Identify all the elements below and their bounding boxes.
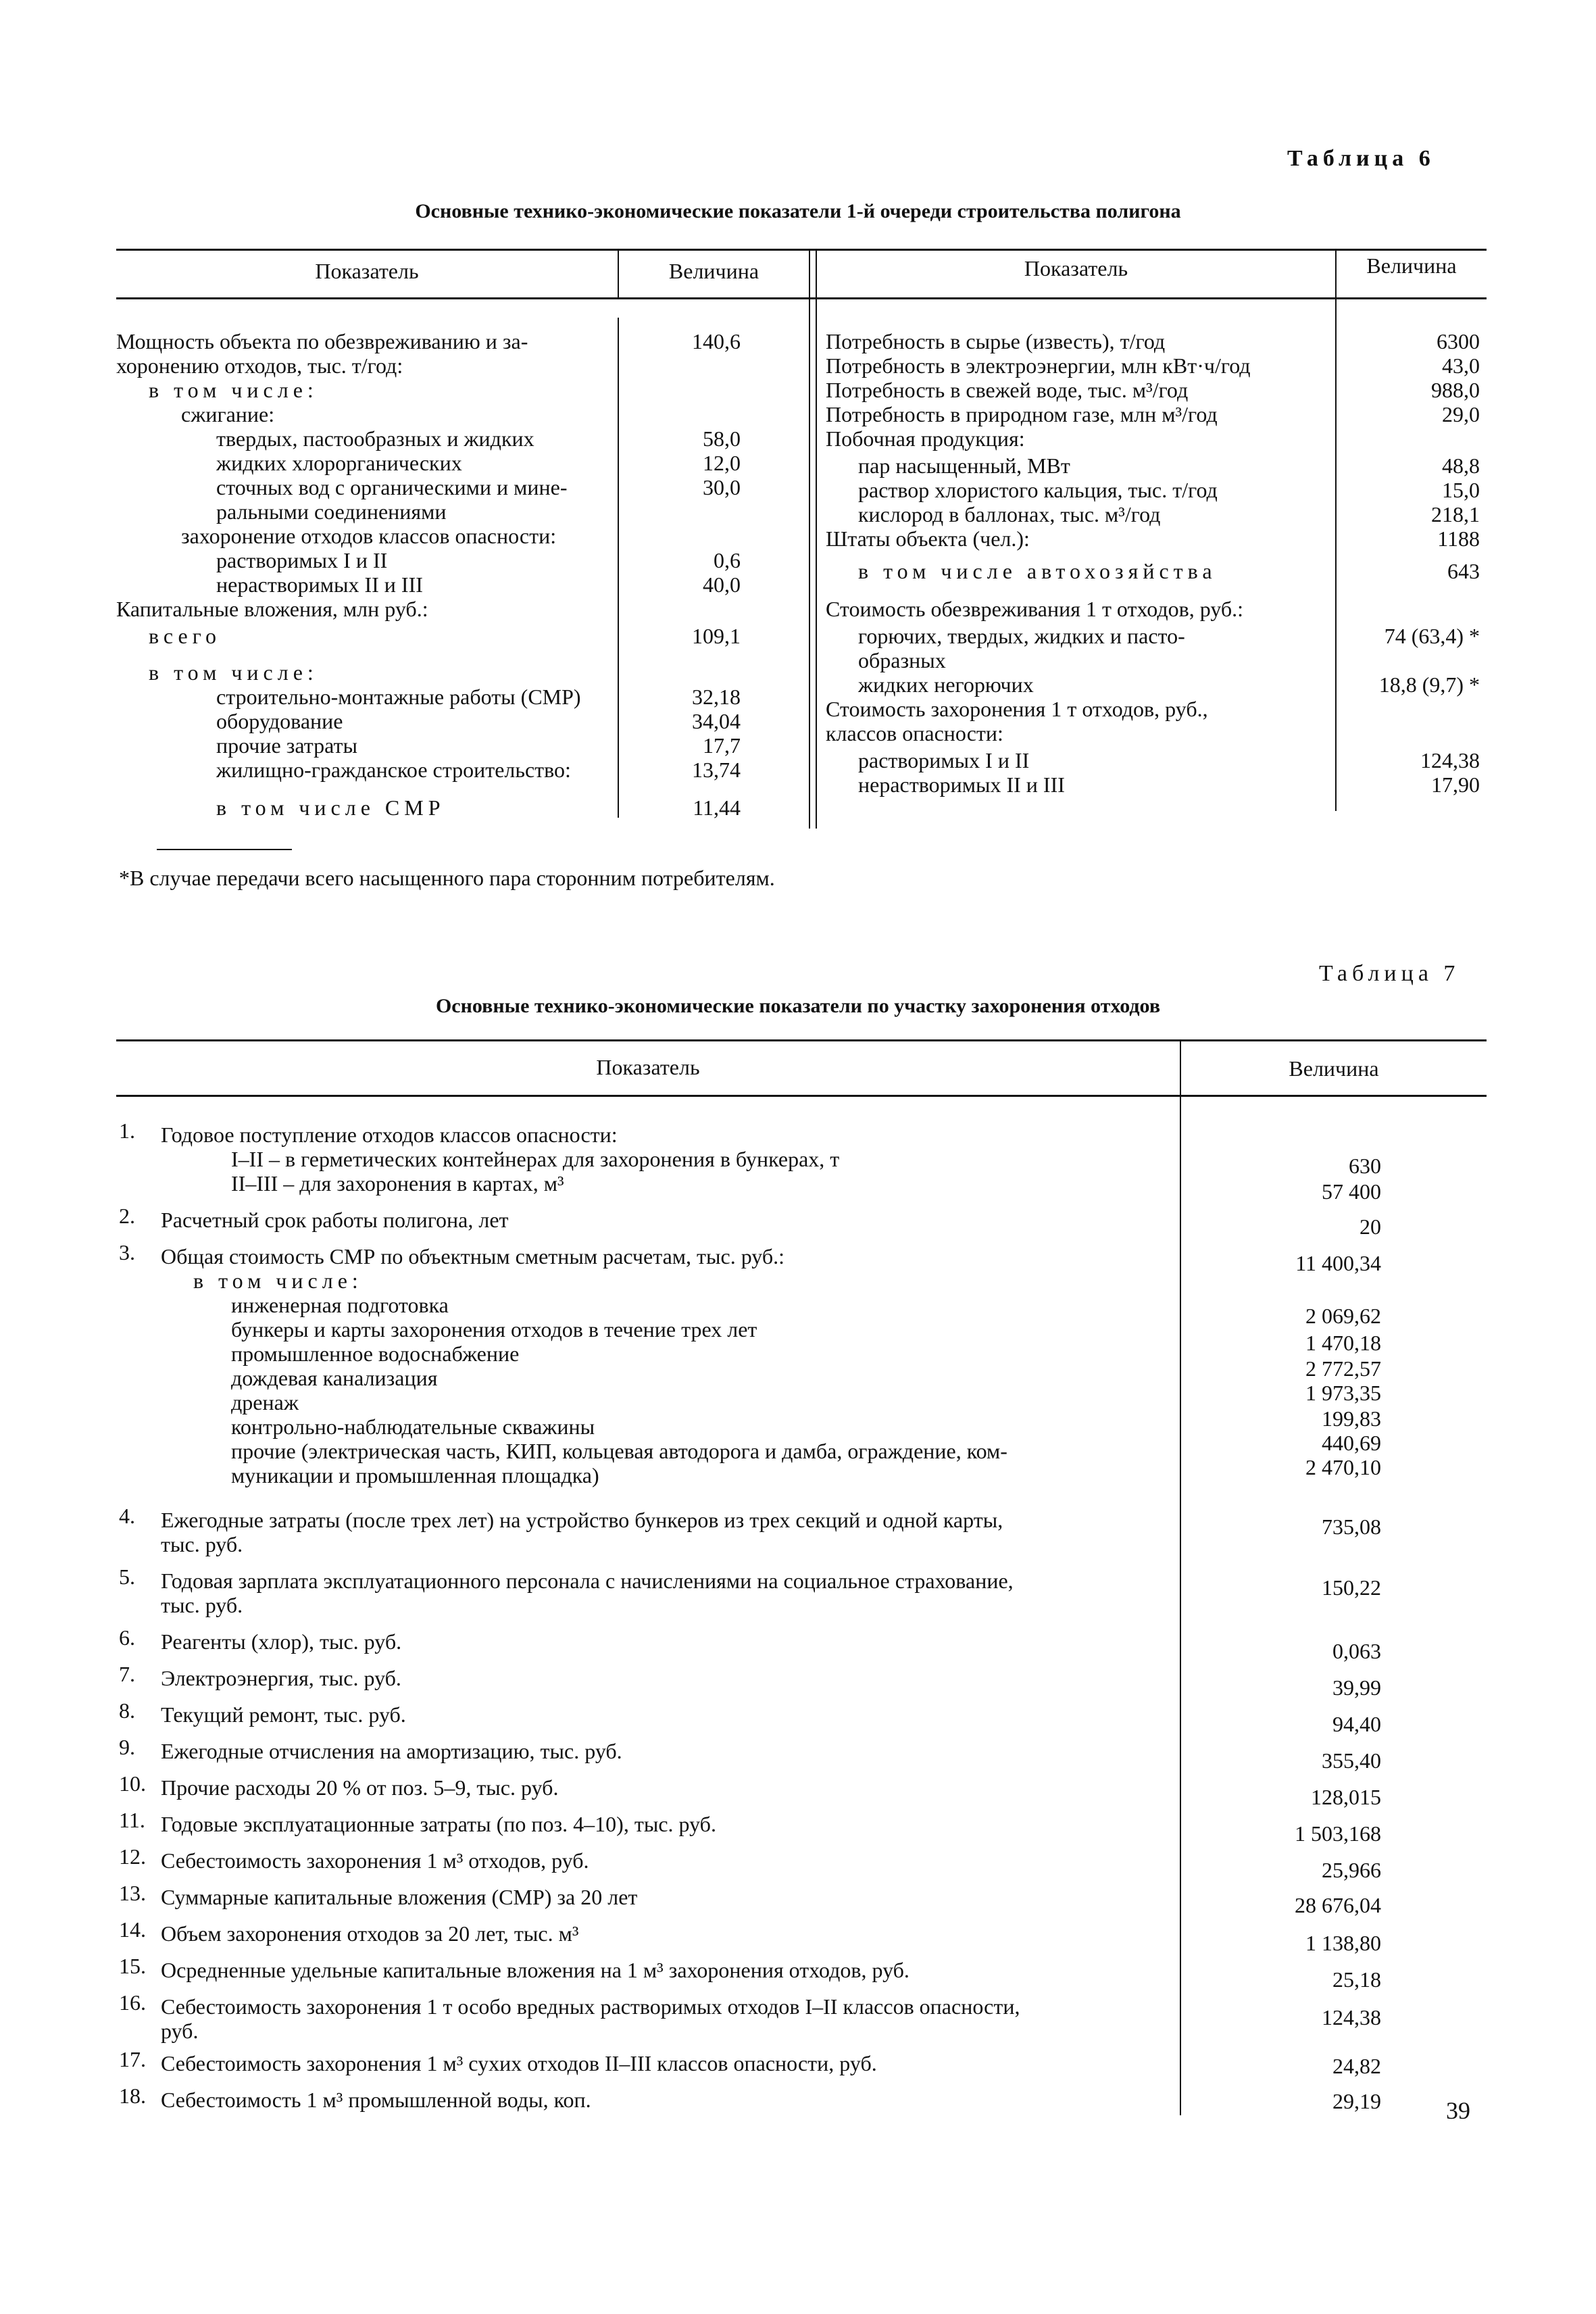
table6-right-row-text: Потребность в свежей воде, тыс. м³/год [826,378,1189,402]
table7-row-text: Себестоимость захоронения 1 м³ сухих отходов II–III классов опасности, руб. [161,2051,877,2075]
table6-right-row-text: Стоимость захоронения 1 т отходов, руб., [826,697,1208,721]
table7-row-text: Годовые эксплуатационные затраты (по поз. 4–10), тыс. руб. [161,1812,716,1836]
table6-footnote: *В случае передачи всего насыщенного пара сторонним потребителям. [119,866,775,890]
table6-right-row-text: жидких негорючих [858,672,1034,697]
table6-header-value-right: Величина [1366,253,1457,278]
table6-right-row-value: 988,0 [1431,378,1480,402]
footnote-rule [157,849,292,850]
table7-row-number: 10. [119,1771,146,1796]
table7-row-number: 1. [119,1118,135,1143]
table7-row-number: 12. [119,1844,146,1869]
table6-right-row-value: 218,1 [1431,502,1480,526]
table6-left-row-text: жидких хлорорганических [216,451,462,475]
table6-right-row-value: 74 (63,4) * [1384,624,1480,648]
table7-row-text: бункеры и карты захоронения отходов в течение трех лет [231,1317,757,1341]
table7-row-text: дождевая канализация [231,1366,438,1390]
table7-row-text: инженерная подготовка [231,1293,449,1317]
table6-right-row-text: Штаты объекта (чел.): [826,526,1030,551]
table6-right-row-value: 17,90 [1431,772,1480,797]
page-number: 39 [1446,2097,1470,2124]
table6-double-divider-b [816,249,817,829]
table6-right-row-value: 643 [1447,559,1480,583]
table7-row-value: 1 503,168 [1295,1821,1381,1846]
table7-row-text: Годовая зарплата эксплуатационного персонала с начислениями на социальное страхование, [161,1569,1014,1593]
table7-row-text: Прочие расходы 20 % от поз. 5–9, тыс. руб. [161,1775,559,1800]
table6-left-row-text: сточных вод с органическими и мине- [216,475,568,499]
table7-row-value: 24,82 [1332,2054,1381,2078]
table6-right-row-value: 48,8 [1442,453,1480,478]
table7-row-value: 2 470,10 [1305,1455,1381,1479]
table7-row-text: Годовое поступление отходов классов опасности: [161,1123,618,1147]
table6-double-divider-a [809,249,810,829]
table7-row-number: 14. [119,1917,146,1942]
table7-row-text: Объем захоронения отходов за 20 лет, тыс. м³ [161,1921,579,1946]
table6-top-rule [116,249,1487,251]
table7-row-number: 7. [119,1662,135,1686]
table6-left-row-text: Мощность объекта по обезвреживанию и за- [116,329,528,353]
table7-row-number: 15. [119,1954,146,1978]
table7-row-number: 6. [119,1625,135,1650]
table6-label: Таблица 6 [1287,146,1435,171]
table7-row-value: 124,38 [1322,2005,1381,2029]
table7-row-text: II–III – для захоронения в картах, м³ [231,1171,564,1196]
table6-left-row-value: 40,0 [703,572,741,597]
table6-left-row-value: 0,6 [714,548,741,572]
table6-right-row-text: образных [858,648,946,672]
table6-left-row-text: сжигание: [181,402,275,426]
table7-row-value: 355,40 [1322,1748,1381,1773]
table7-row-number: 3. [119,1240,135,1264]
table7-row-value: 1 138,80 [1305,1931,1381,1955]
table7-row-text: тыс. руб. [161,1532,243,1556]
table6-header-value-left: Величина [668,259,759,283]
table7-row-text: Ежегодные отчисления на амортизацию, тыс. руб. [161,1739,622,1763]
table6-right-row-text: Побочная продукция: [826,426,1025,451]
table6-left-row-value: 13,74 [692,758,741,782]
table7-row-value: 735,08 [1322,1515,1381,1539]
table6-right-row-text: горючих, твердых, жидких и пасто- [858,624,1185,648]
table6-right-row-text: пар насыщенный, МВт [858,453,1070,478]
table7-row-text: Электроэнергия, тыс. руб. [161,1666,401,1690]
table7-row-text: в том числе: [193,1269,363,1293]
table7-row-value: 29,19 [1332,2089,1381,2113]
table7-row-text: Суммарные капитальные вложения (СМР) за 20 лет [161,1885,638,1909]
table6-left-row-text: всего [149,624,222,648]
table6-left-row-text: хоронению отходов, тыс. т/год: [116,353,403,378]
table6-right-row-text: Потребность в электроэнергии, млн кВт·ч/год [826,353,1251,378]
table7-row-number: 5. [119,1565,135,1589]
table6-left-row-text: оборудование [216,709,343,733]
table7-row-number: 9. [119,1735,135,1759]
table6-header-indicator-right: Показатель [1024,256,1128,280]
table7-row-text: Текущий ремонт, тыс. руб. [161,1702,406,1727]
table7-top-rule [116,1039,1487,1041]
table7-row-number: 17. [119,2047,146,2071]
table6-left-row-value: 58,0 [703,426,741,451]
table7-row-number: 13. [119,1881,146,1905]
table6-header-indicator-left: Показатель [315,259,419,283]
table6-left-row-value: 11,44 [693,795,741,820]
table7-header-rule [116,1095,1487,1097]
table7-row-value: 199,83 [1322,1406,1381,1431]
table6-right-row-text: Потребность в природном газе, млн м³/год [826,402,1218,426]
table6-right-row-value: 43,0 [1442,353,1480,378]
table7-row-value: 128,015 [1311,1785,1381,1809]
table7-row-text: Себестоимость 1 м³ промышленной воды, коп. [161,2088,591,2112]
table7-row-number: 18. [119,2084,146,2108]
table7-row-text: Осредненные удельные капитальные вложения на 1 м³ захоронения отходов, руб. [161,1958,909,1982]
table7-row-value: 20 [1360,1214,1381,1239]
table7-row-text: I–II – в герметических контейнерах для захоронения в бункерах, т [231,1147,840,1171]
table6-left-row-text: в том числе СМР [216,795,445,820]
table7-row-text: Себестоимость захоронения 1 м³ отходов, руб. [161,1848,589,1873]
table6-left-row-text: строительно-монтажные работы (СМР) [216,685,581,709]
table6-header-rule [116,297,1487,299]
table6-right-row-value: 6300 [1437,329,1480,353]
table7-row-text: тыс. руб. [161,1593,243,1617]
table7-row-text: Ежегодные затраты (после трех лет) на устройство бункеров из трех секций и одной карты, [161,1508,1003,1532]
table6-left-row-value: 34,04 [692,709,741,733]
table6-right-row-value: 124,38 [1420,748,1480,772]
table6-left-row-text: прочие затраты [216,733,357,758]
table7-row-value: 25,18 [1332,1967,1381,1992]
table6-right-row-value: 1188 [1437,526,1480,551]
table6-left-row-value: 109,1 [692,624,741,648]
table6-left-row-text: захоронение отходов классов опасности: [181,524,557,548]
table6-left-row-text: растворимых I и II [216,548,388,572]
table6-right-row-value: 18,8 (9,7) * [1378,672,1480,697]
table7-row-value: 0,063 [1332,1639,1381,1663]
table7-row-value: 94,40 [1332,1712,1381,1736]
table7-row-text: Расчетный срок работы полигона, лет [161,1208,509,1232]
table7-row-value: 39,99 [1332,1675,1381,1700]
table7-row-number: 11. [119,1808,145,1832]
table7-row-value: 11 400,34 [1295,1251,1381,1275]
table6-right-row-text: раствор хлористого кальция, тыс. т/год [858,478,1218,502]
table6-left-row-text: жилищно-гражданское строительство: [216,758,571,782]
table6-left-row-text: в том числе: [149,660,318,685]
table7-row-number: 2. [119,1204,135,1228]
table6-left-row-text: нерастворимых II и III [216,572,423,597]
table7-row-value: 1 973,35 [1305,1381,1381,1405]
table7-row-text: Общая стоимость СМР по объектным сметным расчетам, тыс. руб.: [161,1244,785,1269]
table7-row-text: Себестоимость захоронения 1 т особо вредных растворимых отходов I–II классов опасности, [161,1994,1020,2019]
table6-right-row-text: классов опасности: [826,721,1003,745]
table6-left-row-value: 32,18 [692,685,741,709]
table6-left-row-value: 140,6 [692,329,741,353]
table7-row-value: 630 [1349,1154,1381,1178]
table7-row-text: руб. [161,2019,199,2043]
table6-right-row-value: 29,0 [1442,402,1480,426]
table6-left-row-text: в том числе: [149,378,318,402]
table7-row-value: 28 676,04 [1295,1893,1381,1917]
table7-row-value: 2 772,57 [1305,1356,1381,1381]
table7-row-text: прочие (электрическая часть, КИП, кольцевая автодорога и дамба, ограждение, ком- [231,1439,1007,1463]
table6-right-row-text: Потребность в сырье (известь), т/год [826,329,1166,353]
table6-left-row-value: 30,0 [703,475,741,499]
table7-label: Таблица 7 [1319,961,1460,986]
table7-row-text: дренаж [231,1390,299,1414]
table6-right-row-text: кислород в баллонах, тыс. м³/год [858,502,1161,526]
table6-left-row-value: 17,7 [703,733,741,758]
table7-row-number: 16. [119,1990,146,2015]
table7-row-text: Реагенты (хлор), тыс. руб. [161,1629,402,1654]
table6-left-row-text: ральными соединениями [216,499,447,524]
table7-row-text: муникации и промышленная площадка) [231,1463,599,1487]
table6-right-row-value: 15,0 [1442,478,1480,502]
table7-row-value: 150,22 [1322,1575,1381,1600]
table7-row-value: 440,69 [1322,1431,1381,1455]
table7-row-value: 1 470,18 [1305,1331,1381,1355]
table7-row-text: контрольно-наблюдательные скважины [231,1414,595,1439]
table6-right-row-text: нерастворимых II и III [858,772,1065,797]
table7-row-value: 25,966 [1322,1858,1381,1882]
table6-right-row-text: Стоимость обезвреживания 1 т отходов, руб.: [826,597,1244,621]
table7-title: Основные технико-экономические показатели по участку захоронения отходов [435,995,1161,1017]
table6-title: Основные технико-экономические показатели 1-й очереди строительства полигона [415,200,1181,222]
table7-row-number: 4. [119,1504,135,1528]
table6-right-row-text: растворимых I и II [858,748,1030,772]
table6-left-row-text: Капитальные вложения, млн руб.: [116,597,428,621]
table6-left-row-value: 12,0 [703,451,741,475]
table6-left-row-text: твердых, пастообразных и жидких [216,426,534,451]
table6-right-row-text: в том числе автохозяйства [858,559,1217,583]
table7-header-value: Величина [1289,1056,1379,1081]
table7-row-number: 8. [119,1698,135,1723]
table7-row-text: промышленное водоснабжение [231,1341,520,1366]
table7-row-value: 2 069,62 [1305,1304,1381,1328]
table7-row-value: 57 400 [1322,1179,1381,1204]
table7-header-indicator: Показатель [596,1055,700,1079]
